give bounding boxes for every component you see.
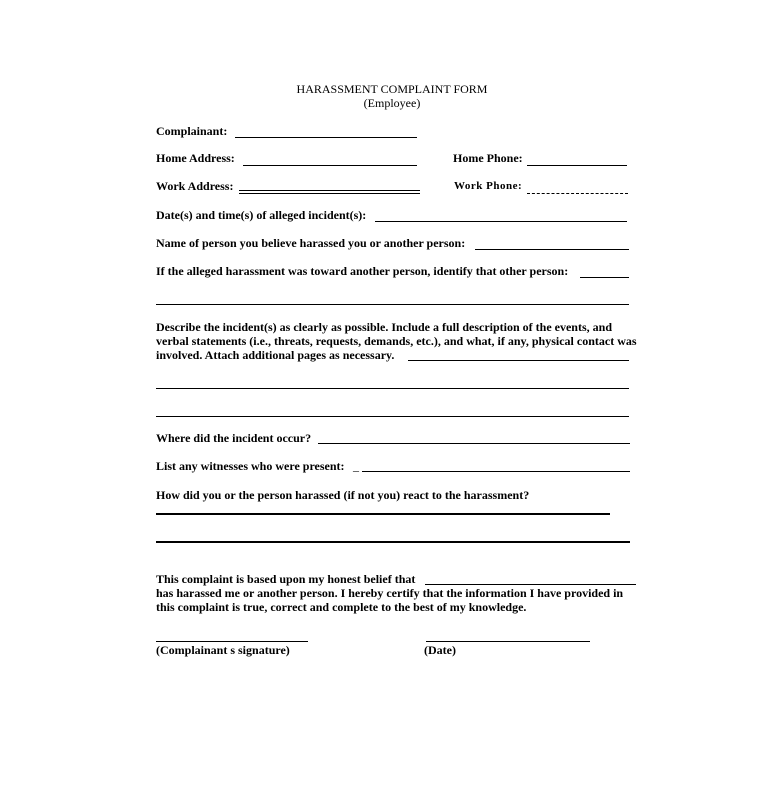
cert-name-line[interactable] — [425, 584, 636, 585]
cert-line-1: This complaint is based upon my honest belief that — [156, 572, 416, 586]
describe-line-3: involved. Attach additional pages as necessary. — [156, 348, 395, 362]
form-subtitle: (Employee) — [363, 96, 421, 110]
complainant-line[interactable] — [235, 137, 417, 138]
witnesses-label: List any witnesses who were present: — [156, 459, 345, 473]
describe-line-2: verbal statements (i.e., threats, requests, demands, etc.), and what, if any, physical contact was — [156, 334, 637, 348]
describe-line-1: Describe the incident(s) as clearly as possible. Include a full description of the events, and — [156, 320, 612, 334]
react-line-1[interactable] — [156, 513, 610, 515]
work-address-line-2 — [239, 193, 420, 194]
where-line[interactable] — [318, 443, 630, 444]
other-person-line[interactable] — [580, 277, 629, 278]
complainant-label: Complainant: — [156, 124, 228, 138]
describe-answer-line-2[interactable] — [156, 388, 629, 389]
person-name-label: Name of person you believe harassed you or another person: — [156, 236, 466, 250]
react-label: How did you or the person harassed (if not you) react to the harassment? — [156, 488, 530, 502]
home-phone-line[interactable] — [527, 165, 627, 166]
date-label: (Date) — [424, 643, 456, 657]
date-line[interactable] — [426, 641, 590, 642]
where-label: Where did the incident occur? — [156, 431, 312, 445]
describe-answer-line-1[interactable] — [408, 360, 629, 361]
form-title: HARASSMENT COMPLAINT FORM — [296, 82, 488, 96]
dates-label: Date(s) and time(s) of alleged incident(s): — [156, 208, 367, 222]
witness-mark: _ — [353, 459, 359, 473]
cert-line-2: has harassed me or another person. I hereby certify that the information I have provided in — [156, 586, 624, 600]
complainant-signature-line[interactable] — [156, 641, 308, 642]
home-address-label: Home Address: — [156, 151, 235, 165]
person-name-line[interactable] — [475, 249, 629, 250]
cert-line-3: this complaint is true, correct and complete to the best of my knowledge. — [156, 600, 527, 614]
witnesses-line[interactable] — [362, 471, 630, 472]
other-person-line-2[interactable] — [156, 304, 629, 305]
home-phone-label: Home Phone: — [453, 151, 523, 165]
home-address-line[interactable] — [243, 165, 417, 166]
work-address-line[interactable] — [239, 190, 420, 191]
other-person-label: If the alleged harassment was toward another person, identify that other person: — [156, 264, 569, 278]
work-phone-line[interactable] — [527, 193, 628, 194]
work-address-label: Work Address: — [156, 179, 234, 193]
describe-answer-line-3[interactable] — [156, 416, 629, 417]
dates-line[interactable] — [375, 221, 627, 222]
complainant-signature-label: (Complainant s signature) — [156, 643, 290, 657]
react-line-2[interactable] — [156, 541, 630, 543]
work-phone-label: Work Phone: — [454, 180, 523, 192]
